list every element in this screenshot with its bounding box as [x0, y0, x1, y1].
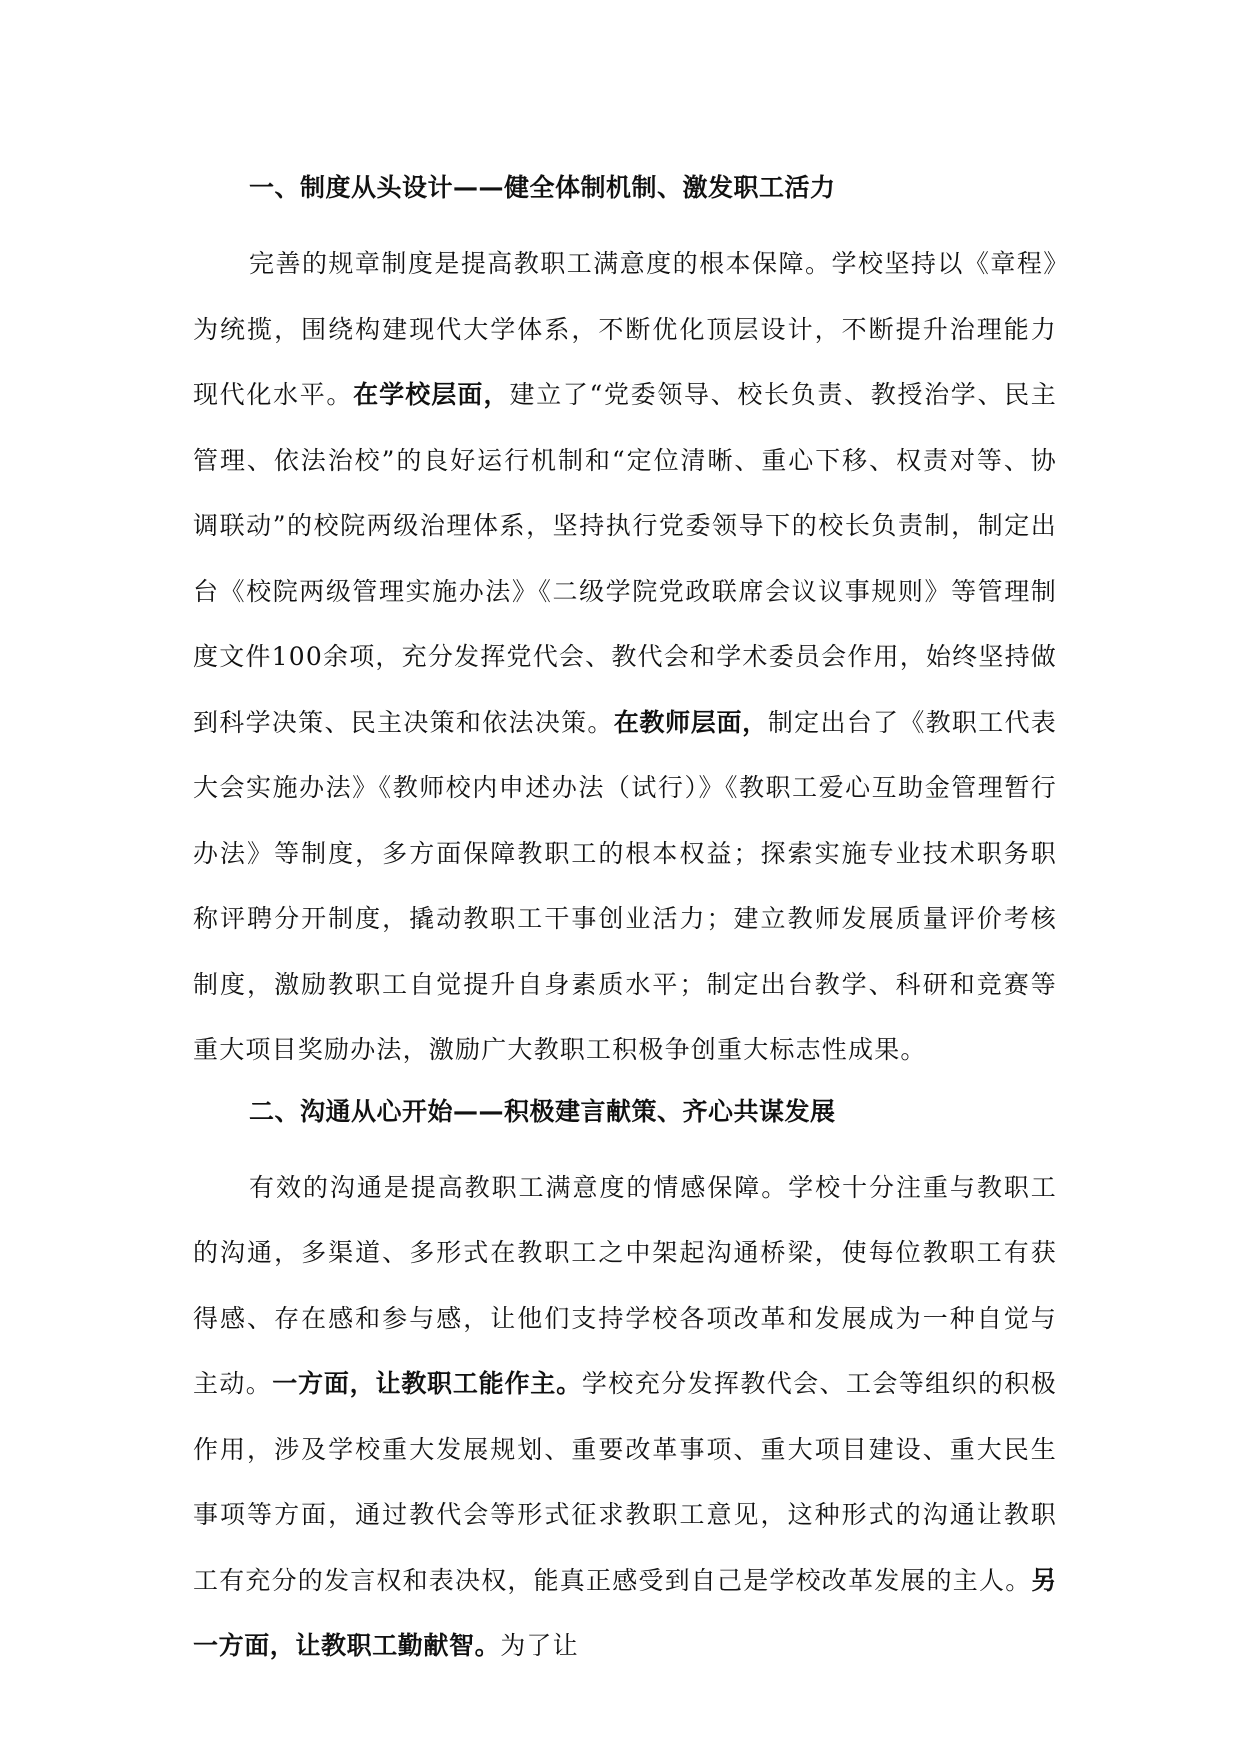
paragraph-text: 为了让: [500, 1631, 579, 1660]
paragraph-text: 建立了“党委领导、校长负责、教授治学、民主管理、依法治校”的良好运行机制和“定位清晰、重心下移、权责对等、协调联动”的校院两级治理体系，坚持执行党委领导下的校长负责制，制定出台《校院两级管理实施办法》《二级学院党政联席会议议事规则》等管理制度文件100余项，充分发挥党代会、教代会和学术委员会作用，始终坚持做到科学决策、民主决策和依法决策。: [193, 380, 1058, 737]
document-body: [193, 159, 1057, 1679]
section-2-paragraph: [193, 1155, 1057, 1679]
paragraph-text: 制定出台了《教职工代表大会实施办法》《教师校内申述办法（试行）》《教职工爱心互助金管理暂行办法》等制度，多方面保障教职工的根本权益；探索实施专业技术职务职称评聘分开制度，撬动教职工干事创业活力；建立教师发展质量评价考核制度，激励教职工自觉提升自身素质水平；制定出台教学、科研和竞赛等重大项目奖励办法，激励广大教职工积极争创重大标志性成果。: [193, 707, 1058, 1064]
paragraph-text: 学校充分发挥教代会、工会等组织的积极作用，涉及学校重大发展规划、重要改革事项、重大项目建设、重大民生事项等方面，通过教代会等形式征求教职工意见，这种形式的沟通让教职工有充分的发言权和表决权，能真正感受到自己是学校改革发展的主人。: [193, 1369, 1057, 1595]
emphasis-other-hand: 另一方面，让教职工勤献智。: [193, 1565, 1058, 1660]
section-1-paragraph: [193, 231, 1057, 1083]
paragraph-text: 有效的沟通是提高教职工满意度的情感保障。学校十分注重与教职工的沟通，多渠道、多形式在教职工之中架起沟通桥梁，使每位教职工有获得感、存在感和参与感，让他们支持学校各项改革和发展成为一种自觉与主动。: [193, 1172, 1057, 1398]
emphasis-school-level: 在学校层面，: [353, 380, 510, 409]
section-heading-2: 二、沟通从心开始——积极建言献策、齐心共谋发展: [249, 1096, 836, 1126]
emphasis-teacher-level: 在教师层面，: [613, 707, 768, 737]
paragraph-text: 完善的规章制度是提高教职工满意度的根本保障。学校坚持以《章程》为统揽，围绕构建现代大学体系，不断优化顶层设计，不断提升治理能力现代化水平。: [193, 249, 1057, 409]
emphasis-one-hand: 一方面，让教职工能作主。: [272, 1369, 582, 1398]
section-heading-1: 一、制度从头设计——健全体制机制、激发职工活力: [249, 173, 836, 202]
